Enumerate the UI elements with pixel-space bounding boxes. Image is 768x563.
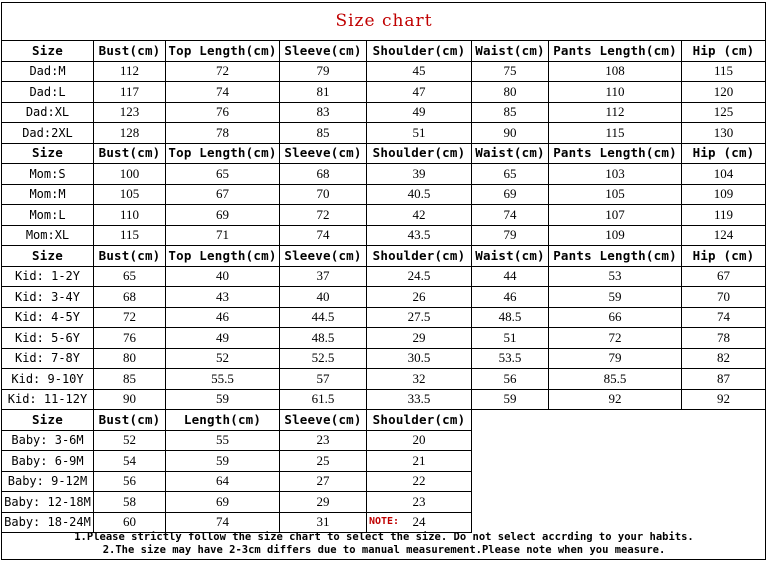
size-cell: Dad:XL (2, 102, 94, 123)
value-cell: 109 (549, 225, 682, 246)
column-header: Length(cm) (166, 410, 280, 431)
size-cell: Kid: 4-5Y (2, 307, 94, 328)
value-cell: 85 (280, 123, 367, 144)
value-cell: 49 (367, 102, 472, 123)
value-cell: 46 (166, 307, 280, 328)
value-cell: 56 (472, 369, 549, 390)
value-cell: 52 (166, 348, 280, 369)
value-cell: 72 (166, 61, 280, 82)
table-row (2, 61, 766, 82)
value-cell: 110 (94, 205, 166, 226)
size-cell: Kid: 5-6Y (2, 328, 94, 349)
value-cell: 112 (549, 102, 682, 123)
value-cell: 65 (94, 266, 166, 287)
value-cell: 130 (682, 123, 766, 144)
value-cell: 29 (367, 328, 472, 349)
size-cell: Kid: 3-4Y (2, 287, 94, 308)
value-cell: 24.5 (367, 266, 472, 287)
value-cell: 52.5 (280, 348, 367, 369)
value-cell: 82 (682, 348, 766, 369)
value-cell: 33.5 (367, 389, 472, 410)
value-cell: 20 (367, 430, 472, 451)
value-cell: 32 (367, 369, 472, 390)
table-row (2, 184, 766, 205)
value-cell: 42 (367, 205, 472, 226)
column-header: Sleeve(cm) (280, 246, 367, 267)
table-row (2, 205, 766, 226)
table-row (2, 123, 766, 144)
value-cell: 57 (280, 369, 367, 390)
column-header: Bust(cm) (94, 143, 166, 164)
note-line-1: 1.Please strictly follow the size chart to select the size. Do not select accrding to your habits. (74, 531, 694, 543)
value-cell: 54 (94, 451, 166, 472)
column-header: Hip (cm) (682, 41, 766, 62)
value-cell: 23 (280, 430, 367, 451)
value-cell: 92 (549, 389, 682, 410)
size-cell: Mom:S (2, 164, 94, 185)
value-cell: 80 (94, 348, 166, 369)
value-cell: 24 (367, 512, 472, 533)
value-cell: 81 (280, 82, 367, 103)
value-cell: 52 (94, 430, 166, 451)
value-cell: 128 (94, 123, 166, 144)
size-cell: Dad:L (2, 82, 94, 103)
value-cell: 47 (367, 82, 472, 103)
table-row (2, 451, 766, 472)
table-row (2, 430, 766, 451)
value-cell: 27.5 (367, 307, 472, 328)
value-cell: 45 (367, 61, 472, 82)
value-cell: 115 (549, 123, 682, 144)
column-header: Top Length(cm) (166, 143, 280, 164)
empty-cell (472, 430, 766, 451)
value-cell: 107 (549, 205, 682, 226)
value-cell: 29 (280, 492, 367, 513)
value-cell: 72 (280, 205, 367, 226)
column-header: Top Length(cm) (166, 246, 280, 267)
value-cell: 51 (472, 328, 549, 349)
column-header: Hip (cm) (682, 246, 766, 267)
value-cell: 92 (682, 389, 766, 410)
value-cell: 59 (166, 389, 280, 410)
column-header: Bust(cm) (94, 410, 166, 431)
table-row (2, 328, 766, 349)
column-header: Size (2, 41, 94, 62)
value-cell: 117 (94, 82, 166, 103)
value-cell: 85.5 (549, 369, 682, 390)
value-cell: 72 (549, 328, 682, 349)
table-row (2, 348, 766, 369)
value-cell: 76 (166, 102, 280, 123)
table-row (2, 389, 766, 410)
value-cell: 74 (166, 512, 280, 533)
column-header: Size (2, 143, 94, 164)
value-cell: 110 (549, 82, 682, 103)
section-header-row (2, 410, 766, 431)
value-cell: 108 (549, 61, 682, 82)
value-cell: 59 (472, 389, 549, 410)
section-header-row (2, 41, 766, 62)
column-header: Shoulder(cm) (367, 143, 472, 164)
value-cell: 68 (94, 287, 166, 308)
value-cell: 87 (682, 369, 766, 390)
value-cell: 23 (367, 492, 472, 513)
column-header: Top Length(cm) (166, 41, 280, 62)
column-header: Sleeve(cm) (280, 143, 367, 164)
column-header: Shoulder(cm) (367, 41, 472, 62)
value-cell: 40 (166, 266, 280, 287)
value-cell: 43 (166, 287, 280, 308)
column-header: Size (2, 246, 94, 267)
value-cell: 90 (94, 389, 166, 410)
value-cell: 58 (94, 492, 166, 513)
value-cell: 123 (94, 102, 166, 123)
empty-cell (472, 492, 766, 513)
column-header: Hip (cm) (682, 143, 766, 164)
table-row (2, 369, 766, 390)
value-cell: 64 (166, 471, 280, 492)
value-cell: 48.5 (280, 328, 367, 349)
size-cell: Baby: 12-18M (2, 492, 94, 513)
column-header: Size (2, 410, 94, 431)
column-header: Bust(cm) (94, 41, 166, 62)
size-cell: Kid: 9-10Y (2, 369, 94, 390)
value-cell: 115 (94, 225, 166, 246)
size-cell: Mom:XL (2, 225, 94, 246)
value-cell: 78 (166, 123, 280, 144)
table-row (2, 287, 766, 308)
value-cell: 40.5 (367, 184, 472, 205)
value-cell: 69 (472, 184, 549, 205)
value-cell: 49 (166, 328, 280, 349)
value-cell: 76 (94, 328, 166, 349)
size-cell: Baby: 3-6M (2, 430, 94, 451)
size-cell: Kid: 11-12Y (2, 389, 94, 410)
size-table (1, 40, 766, 533)
value-cell: 53.5 (472, 348, 549, 369)
column-header: Pants Length(cm) (549, 41, 682, 62)
value-cell: 27 (280, 471, 367, 492)
value-cell: 40 (280, 287, 367, 308)
section-header-row (2, 143, 766, 164)
value-cell: 79 (472, 225, 549, 246)
table-row (2, 471, 766, 492)
value-cell: 59 (549, 287, 682, 308)
value-cell: 67 (682, 266, 766, 287)
column-header: Sleeve(cm) (280, 410, 367, 431)
table-row (2, 307, 766, 328)
value-cell: 85 (94, 369, 166, 390)
note-line-2: 2.The size may have 2-3cm differs due to manual measurement.Please note when you measure. (102, 544, 666, 556)
column-header: Bust(cm) (94, 246, 166, 267)
column-header: Sleeve(cm) (280, 41, 367, 62)
table-row (2, 164, 766, 185)
value-cell: 90 (472, 123, 549, 144)
size-cell: Dad:2XL (2, 123, 94, 144)
column-header: Waist(cm) (472, 246, 549, 267)
value-cell: 51 (367, 123, 472, 144)
size-cell: Baby: 6-9M (2, 451, 94, 472)
value-cell: 79 (280, 61, 367, 82)
value-cell: 44.5 (280, 307, 367, 328)
note-title: NOTE: (368, 516, 400, 527)
value-cell: 112 (94, 61, 166, 82)
value-cell: 74 (280, 225, 367, 246)
value-cell: 65 (166, 164, 280, 185)
value-cell: 69 (166, 205, 280, 226)
value-cell: 85 (472, 102, 549, 123)
column-header: Pants Length(cm) (549, 143, 682, 164)
value-cell: 79 (549, 348, 682, 369)
value-cell: 21 (367, 451, 472, 472)
value-cell: 65 (472, 164, 549, 185)
table-row (2, 225, 766, 246)
value-cell: 68 (280, 164, 367, 185)
value-cell: 103 (549, 164, 682, 185)
value-cell: 22 (367, 471, 472, 492)
value-cell: 119 (682, 205, 766, 226)
table-row (2, 492, 766, 513)
value-cell: 31 (280, 512, 367, 533)
size-cell: Mom:L (2, 205, 94, 226)
value-cell: 59 (166, 451, 280, 472)
value-cell: 70 (682, 287, 766, 308)
value-cell: 46 (472, 287, 549, 308)
value-cell: 105 (94, 184, 166, 205)
value-cell: 44 (472, 266, 549, 287)
value-cell: 67 (166, 184, 280, 205)
empty-cell (472, 471, 766, 492)
value-cell: 55 (166, 430, 280, 451)
size-cell: Mom:M (2, 184, 94, 205)
value-cell: 70 (280, 184, 367, 205)
value-cell: 26 (367, 287, 472, 308)
value-cell: 75 (472, 61, 549, 82)
value-cell: 25 (280, 451, 367, 472)
size-cell: Baby: 9-12M (2, 471, 94, 492)
value-cell: 74 (472, 205, 549, 226)
size-cell: Kid: 1-2Y (2, 266, 94, 287)
column-header: Shoulder(cm) (367, 246, 472, 267)
value-cell: 55.5 (166, 369, 280, 390)
value-cell: 100 (94, 164, 166, 185)
value-cell: 69 (166, 492, 280, 513)
column-header: Waist(cm) (472, 41, 549, 62)
size-cell: Baby: 18-24M (2, 512, 94, 533)
empty-cell (472, 451, 766, 472)
value-cell: 80 (472, 82, 549, 103)
page-title: Size chart (335, 11, 433, 31)
value-cell: 78 (682, 328, 766, 349)
value-cell: 74 (166, 82, 280, 103)
value-cell: 66 (549, 307, 682, 328)
value-cell: 83 (280, 102, 367, 123)
size-cell: Kid: 7-8Y (2, 348, 94, 369)
column-header: Pants Length(cm) (549, 246, 682, 267)
value-cell: 74 (682, 307, 766, 328)
value-cell: 61.5 (280, 389, 367, 410)
value-cell: 43.5 (367, 225, 472, 246)
size-cell: Dad:M (2, 61, 94, 82)
column-header: Shoulder(cm) (367, 410, 472, 431)
table-row (2, 266, 766, 287)
empty-cell (472, 410, 766, 431)
value-cell: 115 (682, 61, 766, 82)
table-row (2, 102, 766, 123)
value-cell: 125 (682, 102, 766, 123)
value-cell: 37 (280, 266, 367, 287)
section-header-row (2, 246, 766, 267)
value-cell: 48.5 (472, 307, 549, 328)
value-cell: 124 (682, 225, 766, 246)
value-cell: 53 (549, 266, 682, 287)
value-cell: 56 (94, 471, 166, 492)
column-header: Waist(cm) (472, 143, 549, 164)
value-cell: 109 (682, 184, 766, 205)
value-cell: 60 (94, 512, 166, 533)
value-cell: 105 (549, 184, 682, 205)
value-cell: 72 (94, 307, 166, 328)
table-row (2, 82, 766, 103)
value-cell: 39 (367, 164, 472, 185)
value-cell: 71 (166, 225, 280, 246)
value-cell: 120 (682, 82, 766, 103)
value-cell: 104 (682, 164, 766, 185)
value-cell: 30.5 (367, 348, 472, 369)
